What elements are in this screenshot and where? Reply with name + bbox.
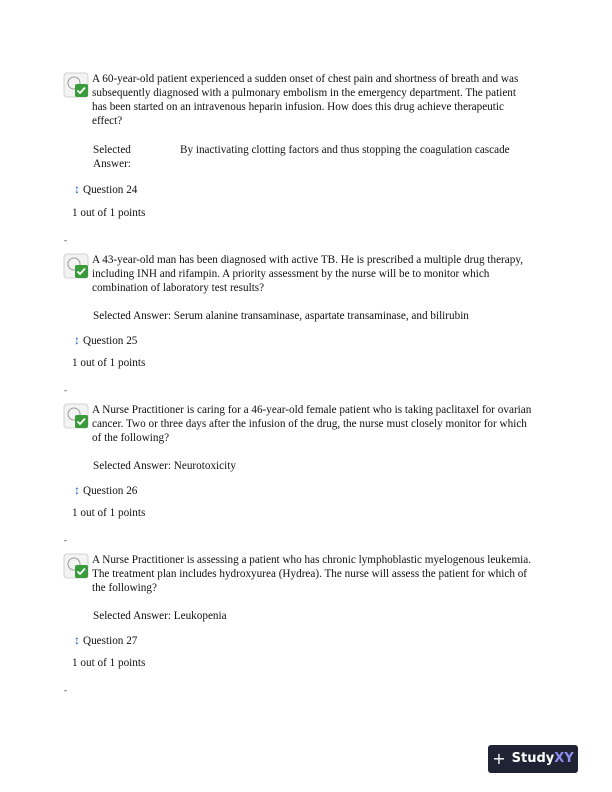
logo-prefix: Study: [511, 751, 555, 766]
correct-check-icon: [63, 72, 89, 98]
studyxy-logo: [488, 745, 578, 773]
selected-answer-value: Leukopenia: [173, 610, 227, 622]
sort-arrow-icon: ↕: [74, 633, 80, 647]
question-27-points: 1 out of 1 points: [72, 657, 146, 669]
question-27-number: [74, 633, 137, 648]
selected-answer-value: Neurotoxicity: [173, 460, 236, 472]
sort-arrow-icon: ↕: [74, 182, 80, 196]
question-25-number: [74, 333, 137, 348]
question-26-points: 1 out of 1 points: [72, 507, 146, 519]
selected-answer-label: Selected Answer:: [93, 460, 171, 472]
question-25-points: 1 out of 1 points: [72, 357, 146, 369]
question-26-number: [74, 483, 137, 498]
question-24-number: [74, 182, 137, 197]
selected-answer-label: Selected Answer:: [93, 144, 131, 170]
separator-mark: -: [64, 235, 67, 245]
separator-mark: -: [64, 535, 67, 545]
plus-icon: +: [492, 749, 506, 768]
selected-answer-value: Serum alanine transaminase, aspartate transaminase, and bilirubin: [173, 310, 469, 322]
question-25-text: A Nurse Practitioner is caring for a 46-year-old female patient who is taking paclitaxel for ovarian cancer. Two or three days after the infusion of the drug, the nurse must closely monitor for which of the following?: [92, 404, 532, 444]
question-number-label: Question 25: [83, 335, 138, 347]
question-number-label: Question 24: [83, 184, 138, 196]
selected-answer-label: Selected Answer:: [93, 610, 171, 622]
question-26-answer-row: [93, 609, 227, 623]
separator-mark: -: [64, 685, 67, 695]
sort-arrow-icon: ↕: [74, 333, 80, 347]
selected-answer-value: By inactivating clotting factors and thus stopping the coagulation cascade: [180, 144, 510, 156]
question-number-label: Question 27: [83, 635, 138, 647]
correct-check-icon: [63, 403, 89, 429]
correct-check-icon: [63, 253, 89, 279]
question-24-answer-row: [93, 309, 469, 323]
logo-suffix: XY: [554, 751, 574, 766]
question-23-text: A 60-year-old patient experienced a sudden onset of chest pain and shortness of breath and was subsequently diagnosed with a pulmonary embolism in the emergency department. The patient has been started on an intravenous heparin infusion. How does this drug achieve therapeutic effect?: [92, 73, 519, 127]
question-24-points: 1 out of 1 points: [72, 207, 146, 219]
separator-mark: -: [64, 385, 67, 395]
sort-arrow-icon: ↕: [74, 483, 80, 497]
question-24-text: A 43-year-old man has been diagnosed with active TB. He is prescribed a multiple drug therapy, including INH and rifampin. A priority assessment by the nurse will be to monitor which combination of laboratory test results?: [92, 254, 523, 294]
selected-answer-label: Selected Answer:: [93, 310, 171, 322]
question-26-text: A Nurse Practitioner is assessing a patient who has chronic lymphoblastic myelogenous leukemia. The treatment plan includes hydroxyurea (Hydrea). The nurse will assess the patient for which of the following?: [92, 554, 532, 594]
question-25-answer-row: [93, 459, 236, 473]
question-number-label: Question 26: [83, 485, 138, 497]
question-23-answer-row: [93, 143, 513, 173]
correct-check-icon: [63, 553, 89, 579]
